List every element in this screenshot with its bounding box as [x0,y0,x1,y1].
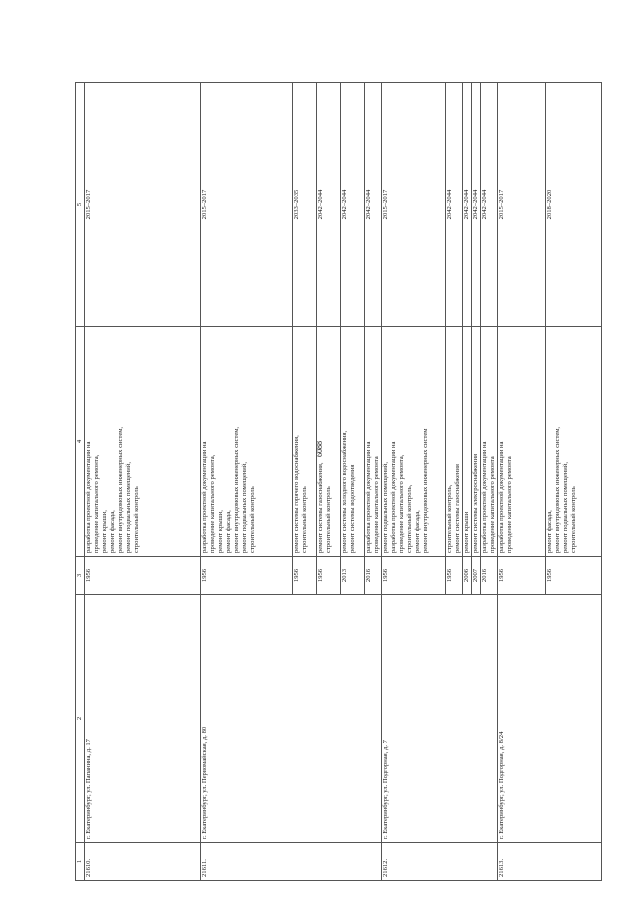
period-cell: 2015–2017 [382,83,446,327]
period-cell: 2018–2020 [546,83,602,327]
address-cell: г. Екатеринбург, ул. Первомайская, д. 80 [201,595,382,843]
header-cell-5: 5 [76,83,85,327]
table-row [382,83,446,881]
works-cell [365,327,382,557]
work-item: строительный контроль [249,486,256,553]
year-cell: 2016 [365,557,382,595]
works-cell [498,327,546,557]
work-item: ремонт фасада, [414,510,421,553]
work-item: ремонт внутридомовых инженерных систем, [233,426,240,553]
work-item: разработка проектной документации на [201,441,208,553]
works-cell [201,327,293,557]
work-item: ремонт фасада, [109,510,116,553]
table-body [76,83,602,881]
works-cell [472,327,481,557]
work-item: проведение капитального ремонта [373,456,380,553]
work-item: проведение капитального ремонта, [93,454,100,553]
period-cell: 2033–2035 [293,83,317,327]
address-cell: г. Екатеринбург, ул. Папанина, д. 17 [85,595,201,843]
work-item: ремонт системы электроснабжения [472,453,479,553]
table-row [201,83,293,881]
year-cell: 1956 [85,557,201,595]
work-item: проведение капитального ремонта, [398,454,405,553]
works-cell [382,327,446,557]
page-number: 6088 [315,441,324,457]
work-item: разработка проектной документации на [498,441,505,553]
year-cell: 1956 [201,557,293,595]
row-number: 21612. [382,843,498,881]
work-item: ремонт внутридомовых инженерных систем [422,428,429,553]
work-item: проведение капитального ремонта, [209,454,216,553]
works-cell [546,327,602,557]
work-item: разработка проектной документации на [365,441,372,553]
table-row [85,83,201,881]
period-cell: 2042–2044 [317,83,341,327]
works-cell [341,327,365,557]
period-cell: 2042–2044 [341,83,365,327]
header-cell-3: 3 [76,557,85,595]
works-cell [481,327,498,557]
work-item: ремонт подвальных помещений, [382,462,389,553]
year-cell: 1956 [498,557,546,595]
work-item: строительный контроль [570,486,577,553]
work-item: разработка проектной документации на [85,441,92,553]
address-cell: г. Екатеринбург, ул. Подгорная, д. 7 [382,595,498,843]
address-cell: г. Екатеринбург, ул. Подгорная, д. 8/24 [498,595,602,843]
work-item: строительный контроль [325,486,332,553]
work-item: ремонт фасада, [546,510,553,553]
work-item: ремонт системы водоотведения [349,464,356,553]
row-number: 21610. [85,843,201,881]
work-item: строительный контроль [133,486,140,553]
work-item: ремонт подвальных помещений, [125,462,132,553]
work-item: ремонт фасада, [225,510,232,553]
year-cell: 1956 [293,557,317,595]
period-cell: 2015–2017 [201,83,293,327]
row-number: 21613. [498,843,602,881]
work-item: ремонт системы газоснабжения [454,464,461,553]
work-item: ремонт крыши [463,511,470,553]
header-cell-2: 2 [76,595,85,843]
row-number: 21611. [201,843,382,881]
year-cell: 1956 [446,557,463,595]
year-cell: 2013 [341,557,365,595]
year-cell: 2007 [472,557,481,595]
work-item: ремонт внутридомовых инженерных систем, [117,426,124,553]
work-item: ремонт подвальных помещений, [562,462,569,553]
work-item: разработка проектной документации на [481,441,488,553]
works-cell [463,327,472,557]
works-cell [446,327,463,557]
year-cell: 1956 [546,557,602,595]
period-cell: 2042–2044 [472,83,481,327]
work-item: ремонт системы газоснабжения, [317,462,324,553]
work-item: проведение капитального ремонта [489,456,496,553]
works-cell [293,327,317,557]
repair-schedule-table [75,82,602,881]
period-cell: 2042–2044 [365,83,382,327]
rotated-table-wrapper [75,83,589,881]
period-cell: 2042–2044 [446,83,463,327]
works-cell [317,327,341,557]
work-item: разработка проектной документации на [390,441,397,553]
year-cell: 1956 [317,557,341,595]
work-item: строительный контроль, [406,484,413,553]
work-item: строительный контроль, [446,484,453,553]
work-item: ремонт системы горячего водоснабжения, [293,435,300,553]
header-row [76,83,85,881]
work-item: ремонт внутридомовых инженерных систем, [554,426,561,553]
period-cell: 2015–2017 [498,83,546,327]
header-cell-1: 1 [76,843,85,881]
work-item: ремонт системы холодного водоснабжения, [341,430,348,553]
works-cell [85,327,201,557]
work-item: ремонт крыши, [101,510,108,553]
work-item: ремонт подвальных помещений, [241,462,248,553]
work-item: ремонт крыши, [217,510,224,553]
year-cell: 2006 [463,557,472,595]
work-item: строительный контроль [301,486,308,553]
period-cell: 2042–2044 [481,83,498,327]
period-cell: 2015–2017 [85,83,201,327]
work-item: проведение капитального ремонта [506,456,513,553]
table-row [498,83,546,881]
period-cell: 2042–2044 [463,83,472,327]
header-cell-4: 4 [76,327,85,557]
year-cell: 1956 [382,557,446,595]
year-cell: 2016 [481,557,498,595]
